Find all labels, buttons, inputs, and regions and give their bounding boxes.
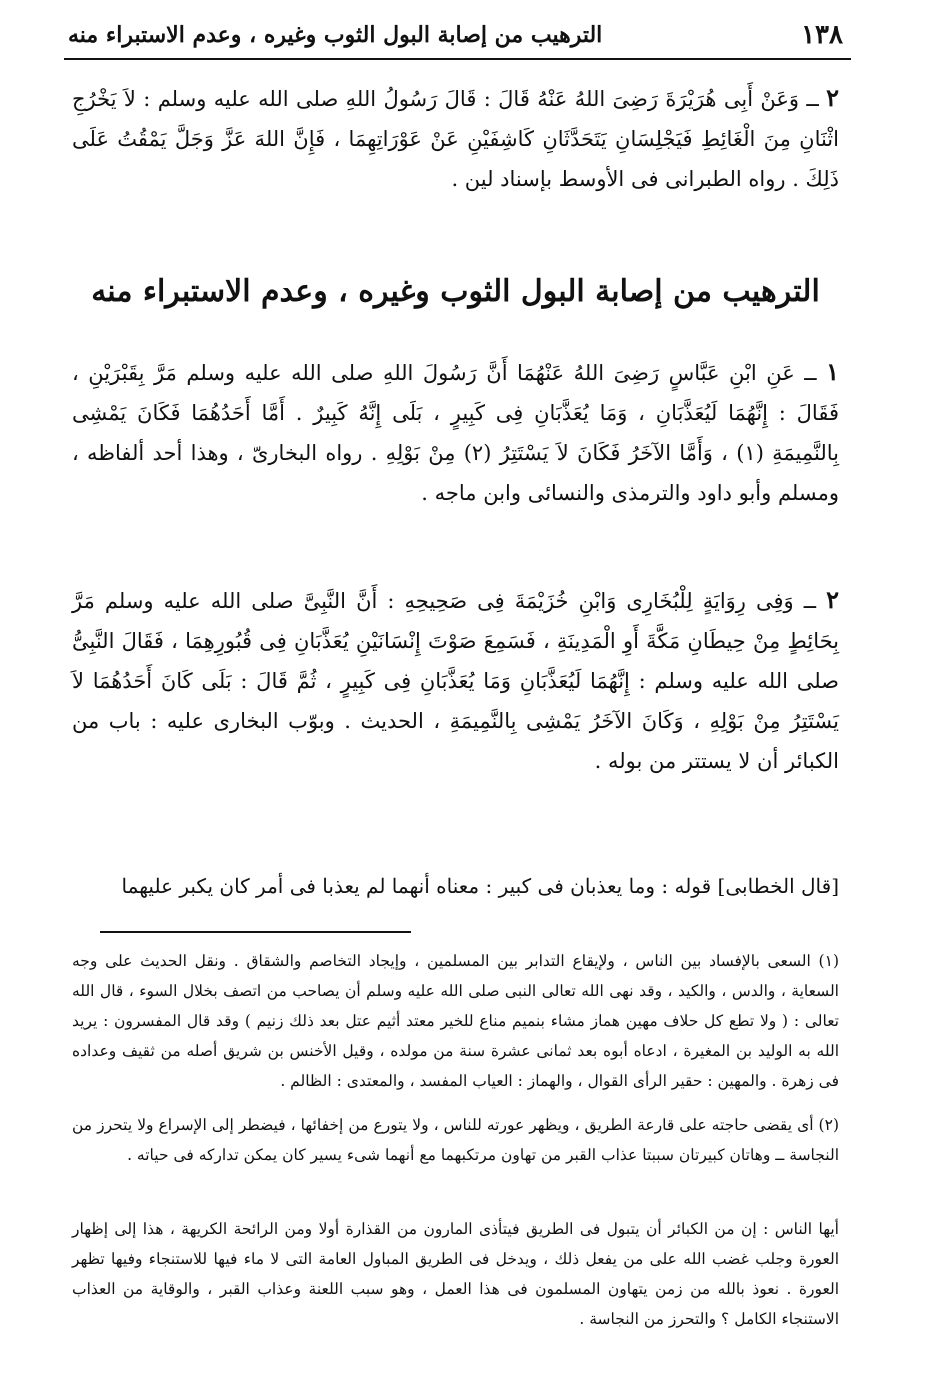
hadith-1-text: ــ عَنِ ابْنِ عَبَّاسٍ رَضِىَ اللهُ عَنْهُمَا أَنَّ رَسُولَ اللهِ صلى الله عليه وسلم مَرَّ بِقَبْرَيْنِ ، فَقَالَ : إِنَّهُمَا لَيُعَذَّبَانِ ، وَمَا يُعَذَّبَانِ فِى كَبِيرٍ ، بَلَى إِنَّهُ كَبِيرٌ . أَمَّا أَحَدُهُمَا فَكَانَ يَمْشِى بِالنَّمِيمَةِ (١) ، وَأَمَّا الآخَرُ فَكَانَ لاَ يَسْتَتِرُ (٢) مِنْ بَوْلِهِ . رواه البخارىّ ، وهذا أحد ألفاظه ، ومسلم وأبو داود والترمذى والنسائى وابن ماجه . bbox=[72, 361, 839, 505]
footnote-1-block bbox=[72, 946, 839, 1096]
hadith-top bbox=[72, 78, 839, 199]
hadith-2-text: ــ وَفِى رِوَايَةٍ لِلْبُخَارِى وَابْنِ خُزَيْمَةَ فِى صَحِيحِهِ : أَنَّ النَّبِىَّ صلى الله عليه وسلم مَرَّ بِحَائِطٍ مِنْ حِيطَانِ مَكَّةَ أَوِ الْمَدِينَةِ ، فَسَمِعَ صَوْتَ إِنْسَانَيْنِ يُعَذَّبَانِ فِى قُبُورِهِمَا ، فَقَالَ النَّبِىُّ صلى الله عليه وسلم : إِنَّهُمَا لَيُعَذَّبَانِ وَمَا يُعَذَّبَانِ فِى كَبِيرٍ ، ثُمَّ قَالَ : بَلَى كَانَ أَحَدُهُمَا لاَ يَسْتَتِرُ مِنْ بَوْلِهِ ، وَكَانَ الآخَرُ يَمْشِى بِالنَّمِيمَةِ ، الحديث . وبوّب البخارى عليه : باب من الكبائر أن لا يستتر من بوله . bbox=[72, 589, 839, 773]
hadith-1-number: ١ bbox=[826, 357, 839, 386]
hadith-top-number: ٢ bbox=[826, 83, 839, 112]
footnote-2-block bbox=[72, 1110, 839, 1170]
khattabi-note: [قال الخطابى] قوله : وما يعذبان فى كبير : معناه أنهما لم يعذبا فى أمر كان يكبر عليهما bbox=[121, 874, 839, 898]
hadith-1-block bbox=[72, 352, 839, 513]
header-rule bbox=[64, 58, 851, 60]
running-header bbox=[68, 16, 843, 54]
khattabi-note-block bbox=[72, 866, 839, 906]
section-title: الترهيب من إصابة البول الثوب وغيره ، وعدم الاستبراء منه bbox=[91, 274, 820, 309]
hadith-2-number: ٢ bbox=[826, 585, 839, 614]
page-number: ١٣٨ bbox=[801, 20, 843, 50]
hadith-2 bbox=[72, 580, 839, 781]
hadith-1 bbox=[72, 352, 839, 513]
footnote-2: (٢) أى يقضى حاجته على قارعة الطريق ، ويظهر عورته للناس ، ولا يتورع من إخفائها ، فيضطر إلى الإسراع ولا يتحرز من النجاسة ــ وهاتان كبيرتان سببتا عذاب القبر من تهاون مرتكبهما مع أنهما شىء يسير كان يمكن تداركه فى حياته . bbox=[72, 1116, 839, 1164]
closing-note-block bbox=[72, 1214, 839, 1334]
footnote-1: (١) السعى بالإفساد بين الناس ، ولإيقاع التدابر بين المسلمين ، وإيجاد التخاصم والشقاق . ونقل الحديث على وجه السعاية ، والدس ، والكيد ، وقد نهى الله تعالى النبى صلى الله عليه وسلم أن يصاحب من اتصف بخلال السوء ، قال الله تعالى : ( ولا تطع كل حلاف مهين هماز مشاء بنميم مناع للخير معتد أثيم عتل بعد ذلك زنيم ) وقد قال المفسرون : يريد الله به الوليد بن المغيرة ، ادعاه أبوه بعد ثمانى عشرة سنة من مولده ، وقيل الأخنس بن شريق أصله من ثقيف وعداده فى زهرة . والمهين : حقير الرأى القوال ، والهماز : العياب المفسد ، والمعتدى : الظالم . bbox=[72, 952, 839, 1090]
hadith-2-block bbox=[72, 580, 839, 781]
running-title: الترهيب من إصابة البول الثوب وغيره ، وعدم الاستبراء منه bbox=[68, 22, 603, 48]
closing-note: أيها الناس : إن من الكبائر أن يتبول فى الطريق فيتأذى المارون من القذارة أولا ومن الرائحة الكريهة ، هذا إلى إظهار العورة وجلب غضب الله على من يفعل ذلك ، ويدخل فى الطريق المباول العامة التى لا ماء فيها للاستنجاء وفيها تظهر العورة . نعوذ بالله من زمن يتهاون المسلمون فى هذا العمل ، وهو سبب اللعنة وعذاب القبر ، والوقاية من العذاب الاستنجاء الكامل ؟ والتحرز من النجاسة . bbox=[72, 1220, 839, 1328]
hadith-top-text: ــ وَعَنْ أَبِى هُرَيْرَةَ رَضِىَ اللهُ عَنْهُ قَالَ : قَالَ رَسُولُ اللهِ صلى الله عليه وسلم : لاَ يَخْرُجِ اثْنَانِ مِنَ الْغَائِطِ فَيَجْلِسَانِ يَتَحَدَّثَانِ كَاشِفَيْنِ عَنْ عَوْرَاتِهِمَا ، فَإِنَّ اللهَ عَزَّ وَجَلَّ يَمْقُتُ عَلَى ذَلِكَ . رواه الطبرانى فى الأوسط بإسناد لين . bbox=[72, 87, 839, 191]
footnote-rule bbox=[100, 931, 411, 933]
hadith-top-block bbox=[72, 78, 839, 199]
